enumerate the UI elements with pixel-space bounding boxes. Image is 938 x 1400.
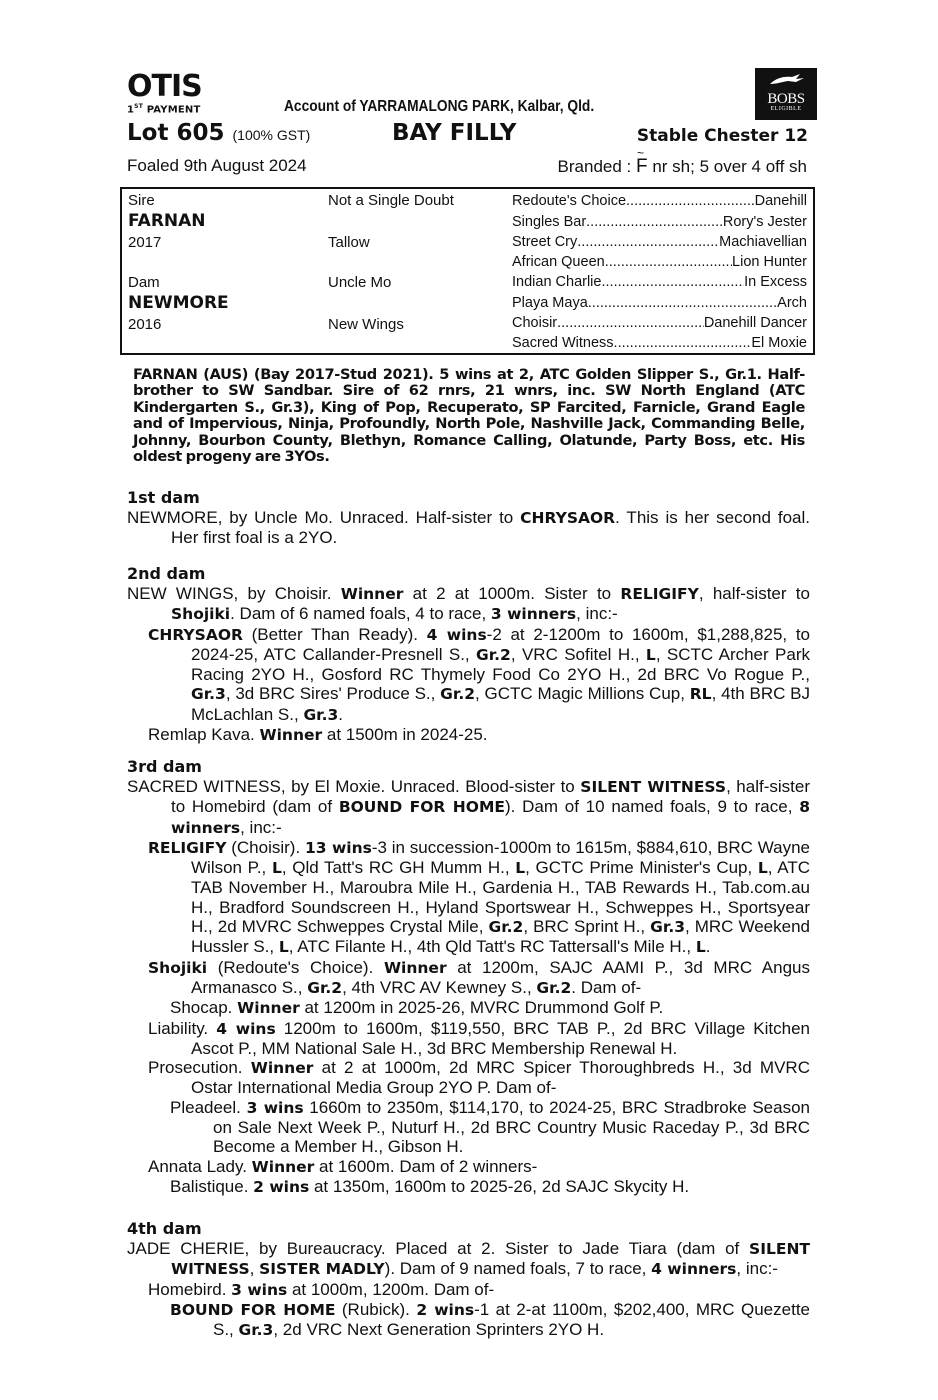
sire-label: Sire (128, 192, 155, 209)
brand-mark-icon: ~ F (636, 156, 648, 178)
progeny-entry: Liability. 4 wins 1200m to 1600m, $119,550, BRC TAB P., 2d BRC Village Kitchen Ascot P., MM National Sale H., 3d BRC Membership Renewal H. (148, 1018, 810, 1058)
pedigree-table (120, 187, 815, 355)
ancestor-row: Singles Bar ..... Rory's Jester (512, 212, 807, 232)
section-heading: 3rd dam (127, 757, 202, 776)
section-heading: 2nd dam (127, 564, 206, 583)
vendor-account: Account of YARRAMALONG PARK, Kalbar, Qld. (284, 98, 595, 115)
otis-logo (127, 69, 217, 118)
progeny-entry: Prosecution. Winner at 2 at 1000m, 2d MRC Spicer Thoroughbreds H., 3d MVRC Ostar International Media Group 2YO P. Dam of- (148, 1058, 810, 1098)
ancestor-row: Redoute's Choice ..... Danehill (512, 191, 807, 211)
dam-description: JADE CHERIE, by Bureaucracy. Placed at 2. Sister to Jade Tiara (dam of SILENT WITNESS, SISTER MADLY). Dam of 9 named foals, 7 to race, 4 winners, inc:- (127, 1239, 810, 1279)
lot-line (127, 120, 810, 150)
progeny-entry: CHRYSAOR (Better Than Ready). 4 wins-2 at 2-1200m to 1600m, $1,288,825, to 2024-25, ATC Callander-Presnell S., Gr.2, VRC Sofitel H., L, SCTC Archer Park Racing 2YO H., Gosford RC Thymely Food Co 2YO H., 2d BRC Vo Rogue P., Gr.3, 3d BRC Sires' Produce S., Gr.2, GCTC Magic Millions Cup, RL, 4th BRC BJ McLachlan S., Gr.3. (148, 624, 810, 724)
dam-description: SACRED WITNESS, by El Moxie. Unraced. Blood-sister to SILENT WITNESS, half-sister to Homebird (dam of BOUND FOR HOME). Dam of 10 named foals, 9 to race, 8 winners, inc:- (127, 777, 810, 837)
first-payment-label: 1ST PAYMENT (127, 103, 201, 116)
sire-sire: Not a Single Doubt (328, 192, 454, 209)
dam-dam: New Wings (328, 316, 404, 333)
progeny-entry: Pleadeel. 3 wins 1660m to 2350m, $114,170, to 2024-25, BRC Stradbroke Season on Sale Next Week P., Nuturf H., 2d BRC Country Music Raceday P., 3d BRC Become a Member H., Gibson H. (170, 1097, 810, 1157)
lot-number: Lot 605 (100% GST) (127, 120, 311, 146)
dam-sire: Uncle Mo (328, 274, 392, 291)
section-heading: 1st dam (127, 488, 200, 507)
sire-summary: FARNAN (AUS) (Bay 2017-Stud 2021). 5 wins at 2, ATC Golden Slipper S., Gr.1. Half-brother to SW Sandbar. Sire of 62 rnrs, 21 wnrs, inc. SW North England (ATC Kindergarten S., Gr.3), King of Pop, Recuperato, SP Farcited, Farnicle, Grand Eagle and of Impervious, Ninja, Profoundly, North Pole, Nashville Jack, Commanding Belle, Johnny, Bourbon County, Blethyn, Romance Calling, Olatunde, Party Boss, etc. His oldest progeny are 3YOs. (133, 366, 805, 466)
brand-description: Branded : ~ F nr sh; 5 over 4 off sh (558, 156, 807, 178)
otis-logo-text: OTIS (127, 69, 202, 104)
ancestor-row: Playa Maya ..... Arch (512, 293, 807, 313)
dam-description: NEW WINGS, by Choisir. Winner at 2 at 1000m. Sister to RELIGIFY, half-sister to Shojiki. Dam of 6 named foals, 4 to race, 3 winners, inc:- (127, 584, 810, 624)
horse-sex-colour: BAY FILLY (392, 120, 517, 146)
progeny-entry: Homebird. 3 wins at 1000m, 1200m. Dam of- (148, 1279, 495, 1299)
foaling-date: Foaled 9th August 2024 (127, 156, 307, 175)
dam-label: Dam (128, 274, 160, 291)
progeny-entry: Annata Lady. Winner at 1600m. Dam of 2 winners- (148, 1156, 538, 1176)
first-dam-section (127, 488, 810, 548)
sire-name: FARNAN (128, 211, 206, 231)
progeny-entry: RELIGIFY (Choisir). 13 wins-3 in succession-1000m to 1615m, $884,610, BRC Wayne Wilson P., L, Qld Tatt's RC GH Mumm H., L, GCTC Prime Minister's Cup, L, ATC TAB November H., Maroubra Mile H., Gardenia H., TAB Rewards H., Tab.com.au H., Bradford Soundscreen H., Hyland Sportswear H., Schweppes H., Sportsyear H., 2d MVRC Schweppes Crystal Mile, Gr.2, BRC Sprint H., Gr.3, MRC Weekend Hussler S., L, ATC Filante H., 4th Qld Tatt's RC Tattersall's Mile H., L. (148, 837, 810, 957)
section-heading: 4th dam (127, 1219, 202, 1238)
third-dam-section (127, 757, 810, 1197)
progeny-entry: Shojiki (Redoute's Choice). Winner at 1200m, SAJC AAMI P., 3d MRC Angus Armanasco S., Gr.2, 4th VRC AV Kewney S., Gr.2. Dam of- (148, 957, 811, 997)
horse-head-icon (755, 72, 817, 92)
dam-description: NEWMORE, by Uncle Mo. Unraced. Half-sister to CHRYSAOR. This is her second foal. Her first foal is a 2YO. (127, 508, 810, 548)
dam-year: 2016 (128, 316, 162, 333)
sire-dam: Tallow (328, 234, 370, 251)
fourth-dam-section (127, 1219, 810, 1340)
dam-name: NEWMORE (128, 293, 229, 313)
ancestor-row: Choisir ..... Danehill Dancer (512, 313, 807, 333)
ancestor-row: Street Cry ..... Machiavellian (512, 232, 807, 252)
progeny-entry: BOUND FOR HOME (Rubick). 2 wins-1 at 2-at 1100m, $202,400, MRC Quezette S., Gr.3, 2d VRC Next Generation Sprinters 2YO H. (170, 1299, 810, 1340)
ancestor-row: African Queen ..... Lion Hunter (512, 252, 807, 272)
sire-year: 2017 (128, 234, 162, 251)
progeny-entry: Remlap Kava. Winner at 1500m in 2024-25. (148, 725, 488, 745)
stable-location: Stable Chester 12 (636, 126, 808, 146)
second-dam-section (127, 564, 810, 745)
progeny-entry: Balistique. 2 wins at 1350m, 1600m to 2025-26, 2d SAJC Skycity H. (170, 1176, 690, 1196)
bobs-eligible-logo: BOBS ELIGIBLE (755, 68, 817, 120)
progeny-entry: Shocap. Winner at 1200m in 2025-26, MVRC Drummond Golf P. (170, 998, 664, 1018)
gst-note: (100% GST) (232, 127, 311, 143)
ancestor-row: Indian Charlie ..... In Excess (512, 272, 807, 292)
ancestor-row: Sacred Witness ..... El Moxie (512, 333, 807, 353)
